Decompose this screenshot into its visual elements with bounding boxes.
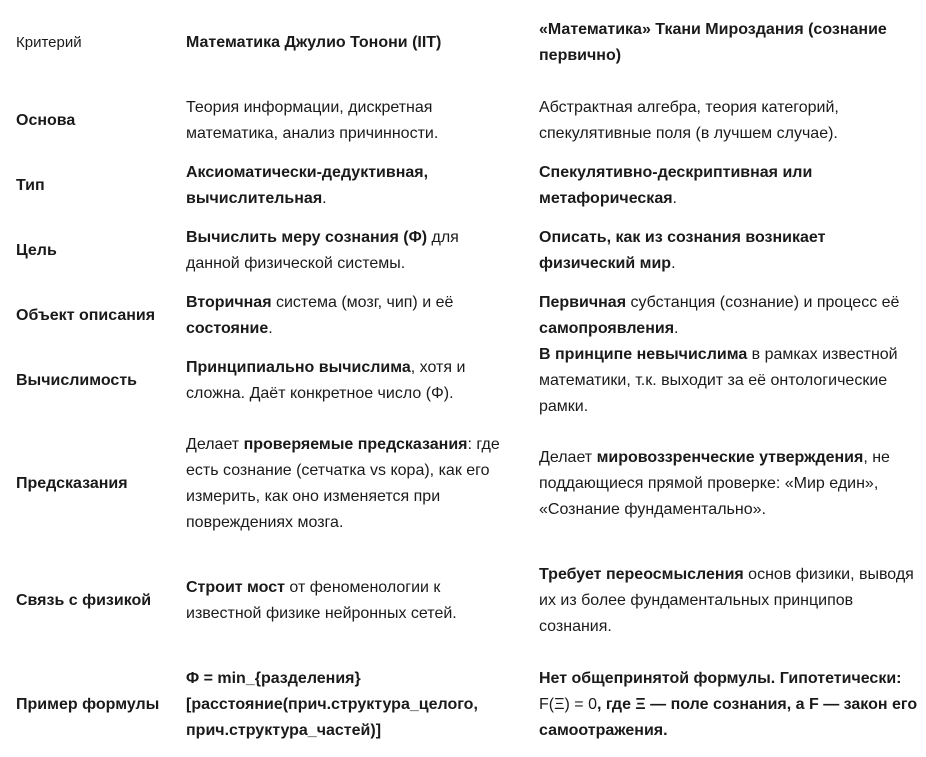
row-col1-text <box>186 160 516 212</box>
text-run: Делает <box>539 449 597 466</box>
row-criterion-text: Тип <box>16 176 45 194</box>
row-criterion <box>16 556 176 646</box>
row-col1-text <box>186 225 516 277</box>
row-col1 <box>186 556 516 646</box>
header-col1 <box>186 8 516 78</box>
bold-text-run: Вычислить меру сознания (Φ) <box>186 228 428 246</box>
header-criterion-text: Критерий <box>16 34 82 51</box>
header-col1-text: Математика Джулио Тонони (IIT) <box>186 34 442 51</box>
row-col2-text <box>539 562 922 640</box>
row-criterion <box>16 88 176 153</box>
bold-text-run: самопроявления <box>539 319 675 337</box>
row-col1 <box>186 430 516 538</box>
bold-text-run: Φ = min_{разделения} [расстояние(прич.структура_целого, прич.структура_частей)] <box>186 670 478 739</box>
header-col2-text: «Математика» Ткани Мироздания (сознание первично) <box>539 21 887 64</box>
table-row <box>0 430 926 538</box>
row-col2 <box>539 556 922 646</box>
row-col1 <box>186 342 516 420</box>
row-criterion <box>16 660 176 750</box>
text-run: , хотя и сложна. Даёт конкретное число (Φ). <box>186 359 466 402</box>
text-run: система (мозг, чип) и её <box>271 293 454 311</box>
bold-text-run: Принципиально вычислима <box>186 359 411 376</box>
header-col2 <box>539 8 922 78</box>
row-criterion-text: Связь с физикой <box>16 592 152 609</box>
table-row <box>0 342 926 420</box>
text-run: от феноменологии к известной физике нейронных сетей. <box>186 579 457 622</box>
text-run: в рамках известной математики, т.к. выходит за её онтологические рамки. <box>539 346 898 415</box>
row-col2 <box>539 660 922 750</box>
row-criterion-text: Вычислимость <box>16 372 137 389</box>
bold-text-run: Нет общепринятой формулы. <box>539 670 776 687</box>
table-row <box>0 660 926 750</box>
row-col2 <box>539 342 922 420</box>
text-run: : где есть сознание (сетчатка vs кора), как его измерить, как оно изменяется при повреждениях мозга. <box>186 436 500 531</box>
text-run: Абстрактная алгебра, теория категорий, спекулятивные поля (в лучшем случае). <box>539 98 839 142</box>
bold-text-run: Вторичная <box>186 293 272 311</box>
row-criterion-text: Объект описания <box>16 306 156 324</box>
text-run: . <box>671 254 676 272</box>
table-row <box>0 153 926 218</box>
row-col2-text <box>539 666 922 744</box>
row-col1 <box>186 88 516 153</box>
text-run: F(Ξ) = 0 <box>539 696 597 713</box>
row-col2 <box>539 218 922 283</box>
bold-text-run: Спекулятивно-дескриптивная или метафорическая <box>539 163 813 207</box>
bold-text-run: Аксиоматически-дедуктивная, вычислительная <box>186 163 429 207</box>
text-run: . <box>674 319 679 337</box>
row-col1-text <box>186 95 516 147</box>
bold-text-run: Первичная <box>539 293 627 311</box>
bold-text-run: Гипотетически: <box>775 670 902 687</box>
row-criterion <box>16 218 176 283</box>
bold-text-run: Описать, как из сознания возникает физический мир <box>539 228 826 272</box>
table-row <box>0 283 926 348</box>
row-col1 <box>186 660 516 750</box>
bold-text-run: , где Ξ — поле сознания, а F — закон его самоотражения. <box>539 696 918 739</box>
row-col2 <box>539 430 922 538</box>
row-criterion-text: Пример формулы <box>16 696 160 713</box>
row-col1 <box>186 218 516 283</box>
bold-text-run: состояние <box>186 319 269 337</box>
table-row <box>0 556 926 646</box>
header-row <box>0 8 926 78</box>
bold-text-run: проверяемые предсказания <box>243 436 468 453</box>
row-col1 <box>186 283 516 348</box>
row-col1 <box>186 153 516 218</box>
bold-text-run: мировоззренческие утверждения <box>596 449 864 466</box>
text-run: . <box>672 189 677 207</box>
table-row <box>0 88 926 153</box>
text-run: . <box>322 189 327 207</box>
row-criterion <box>16 153 176 218</box>
row-criterion <box>16 342 176 420</box>
row-criterion-text: Цель <box>16 241 57 259</box>
text-run: основ физики, выводя их из более фундаментальных принципов сознания. <box>539 566 914 635</box>
row-col1-text <box>186 432 516 536</box>
row-col2 <box>539 283 922 348</box>
row-col2-text <box>539 160 922 212</box>
row-col1-text <box>186 666 516 744</box>
row-col2-text <box>539 290 922 342</box>
row-criterion <box>16 283 176 348</box>
row-col1-text <box>186 290 516 342</box>
row-criterion-text: Основа <box>16 111 76 129</box>
text-run: Теория информации, дискретная математика, анализ причинности. <box>186 98 439 142</box>
row-col2-text <box>539 445 922 523</box>
text-run: субстанция (сознание) и процесс её <box>626 293 900 311</box>
bold-text-run: Строит мост <box>186 579 285 596</box>
bold-text-run: В принципе невычислима <box>539 346 748 363</box>
row-criterion-text: Предсказания <box>16 475 128 492</box>
row-col2-text <box>539 225 922 277</box>
text-run: для данной физической системы. <box>186 228 459 272</box>
table-row <box>0 218 926 283</box>
row-col1-text <box>186 355 516 407</box>
row-col2 <box>539 88 922 153</box>
row-col1-text <box>186 575 516 627</box>
row-criterion <box>16 430 176 538</box>
text-run: , не поддающиеся прямой проверке: «Мир един», «Сознание фундаментально». <box>539 449 890 518</box>
header-criterion <box>16 8 176 78</box>
text-run: Делает <box>186 436 244 453</box>
row-col2 <box>539 153 922 218</box>
row-col2-text <box>539 95 922 147</box>
bold-text-run: Требует переосмысления <box>539 566 744 583</box>
text-run: . <box>268 319 273 337</box>
row-col2-text <box>539 342 922 420</box>
